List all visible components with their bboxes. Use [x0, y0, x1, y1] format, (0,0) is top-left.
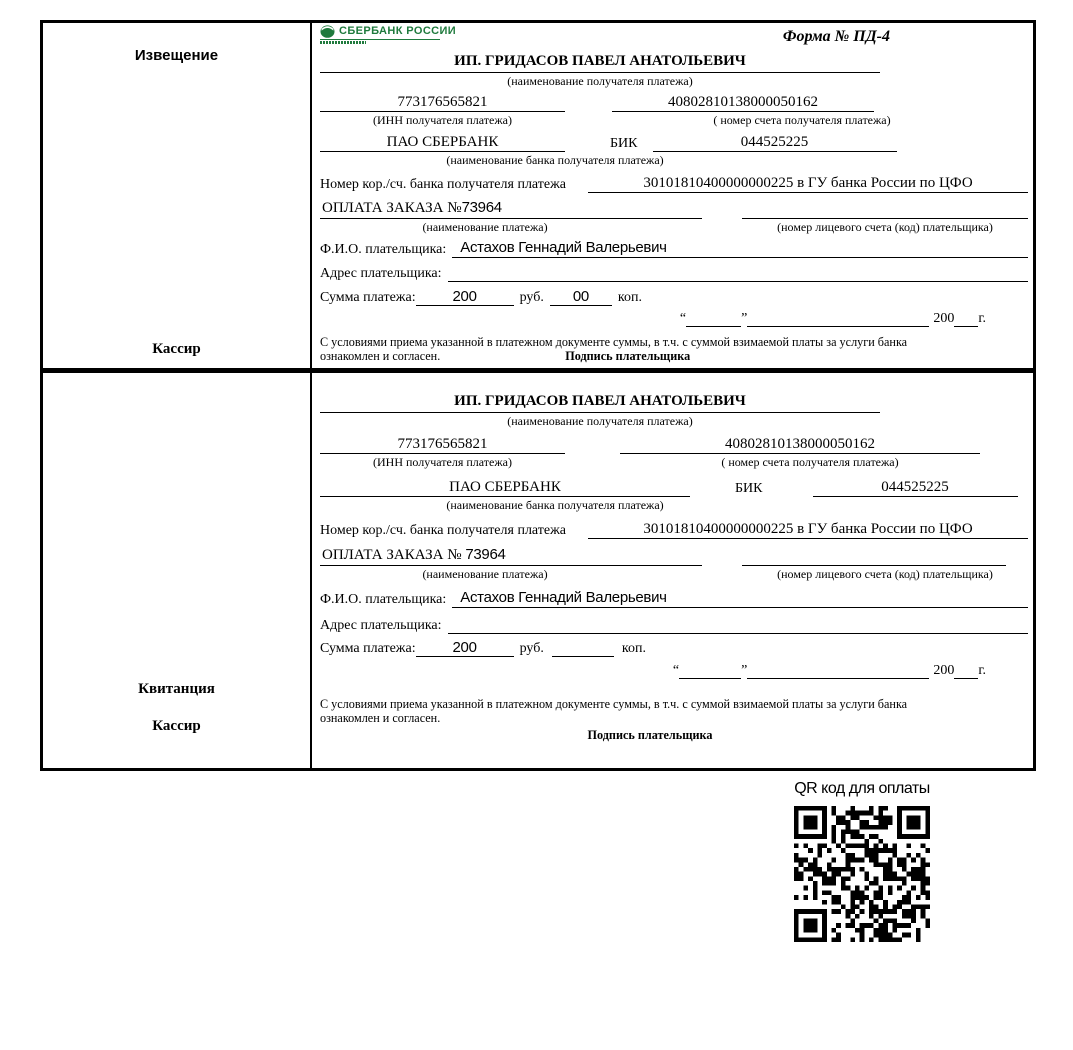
bik-value: 044525225: [653, 134, 897, 152]
payer-address-label: Адрес плательщика:: [320, 265, 442, 281]
bank-bik-row-2: [320, 479, 1028, 497]
date-month-blank: [747, 310, 929, 327]
terms-line1-2: С условиями приема указанной в платежном документе суммы, в т.ч. с суммой взимаемой платы за услуги банка: [320, 696, 908, 711]
recipient-name-underline: [320, 72, 880, 73]
purpose-hint: (наименование платежа): [422, 219, 548, 234]
payer-name-value: Астахов Геннадий Валерьевич: [452, 239, 1028, 257]
bank-bik-row: [320, 134, 1028, 152]
inn-account-row: [320, 94, 1028, 112]
amount-kop-value: 00: [550, 288, 612, 306]
sberbank-logo-text: СБЕРБАНК РОССИИ: [339, 25, 457, 38]
date-g-2: г.: [978, 662, 986, 678]
terms-line2-row: [320, 349, 1028, 363]
date-year-2: 200: [933, 662, 955, 678]
kop-label: коп.: [617, 289, 642, 305]
qr-label: QR код для оплаты: [794, 780, 930, 797]
terms-line2-2: ознакомлен и согласен.: [320, 710, 441, 725]
sberbank-icon: [320, 25, 335, 38]
recipient-name: ИП. ГРИДАСОВ ПАВЕЛ АНАТОЛЬЕВИЧ: [454, 53, 746, 69]
date-g: г.: [978, 310, 986, 326]
payer-signature-label: Подпись плательщика: [565, 348, 691, 363]
amount-rub-value-2: 200: [416, 639, 514, 657]
account-value-2: 40802810138000050162: [620, 436, 980, 454]
payer-address-blank: [448, 265, 1028, 282]
payer-address-label-2: Адрес плательщика:: [320, 617, 442, 633]
payer-address-blank-2: [448, 617, 1028, 634]
payer-code-hint: (номер лицевого счета (код) плательщика): [777, 219, 993, 234]
recipient-name-hint-2: (наименование получателя платежа): [507, 414, 693, 429]
amount-label: Сумма платежа:: [320, 289, 416, 305]
qr-code: [794, 806, 930, 942]
cashier-label-2: Кассир: [152, 718, 201, 734]
account-value: 40802810138000050162: [612, 94, 874, 112]
receipt-main: [312, 373, 1033, 768]
notice-main: [312, 23, 1033, 368]
payer-signature-label-2: Подпись плательщика: [587, 728, 713, 742]
notice-side-column: [43, 23, 312, 368]
purpose-value: [320, 199, 702, 218]
notice-label: Извещение: [134, 47, 219, 64]
sberbank-logo-tagline: [320, 41, 366, 44]
sberbank-logo-line: [320, 25, 456, 38]
payer-name-value-2: Астахов Геннадий Валерьевич: [452, 589, 1028, 607]
recipient-name-hint: (наименование получателя платежа): [507, 74, 693, 89]
bank-name-hint: (наименование банка получателя платежа): [446, 153, 664, 168]
receipt-label: Квитанция: [138, 681, 215, 697]
purpose-value-2: [320, 546, 702, 565]
amount-rub-value: 200: [416, 288, 514, 306]
purpose-prefix: ОПЛАТА ЗАКАЗА №: [322, 200, 462, 217]
notice-section: [43, 23, 1033, 368]
amount-row-2: [320, 639, 1028, 657]
purpose-row: [320, 199, 1028, 218]
purpose-hints-row: [320, 221, 1028, 235]
inn-account-hints-row-2: [320, 456, 1028, 470]
inn-hint-2: (ИНН получателя платежа): [373, 455, 512, 470]
account-hint-2: ( номер счета получателя платежа): [721, 455, 899, 470]
date-quote-close-2: ”: [741, 662, 748, 678]
payer-address-row-2: [320, 617, 1028, 634]
inn-value-2: 773176565821: [320, 436, 565, 454]
corr-account-row: [320, 175, 1028, 193]
date-quote-open-2: “: [672, 662, 680, 678]
bank-name-value: ПАО СБЕРБАНК: [320, 134, 565, 152]
corr-account-value: 30101810400000000225 в ГУ банка России по ЦФО: [588, 175, 1028, 193]
payer-code-blank: [742, 202, 1028, 219]
sberbank-logo: [320, 25, 456, 44]
bik-value-2: 044525225: [813, 479, 1018, 497]
rub-label-2: руб.: [519, 640, 544, 656]
sberbank-logo-rule: [320, 39, 440, 40]
date-year: 200: [933, 310, 955, 326]
purpose-row-2: [320, 546, 1028, 565]
purpose-prefix-2: ОПЛАТА ЗАКАЗА №: [322, 547, 466, 564]
qr-block: [784, 780, 940, 947]
date-quote-open: “: [679, 310, 687, 326]
date-day-blank: [686, 310, 741, 327]
cashier-label: Кассир: [152, 341, 201, 357]
payer-name-label: Ф.И.О. плательщика:: [320, 241, 447, 257]
payer-name-row-2: [320, 589, 1028, 607]
inn-account-hints-row: [320, 114, 1028, 128]
purpose-hint-2: (наименование платежа): [422, 566, 548, 581]
corr-account-label: Номер кор./сч. банка получателя платежа: [320, 177, 566, 193]
notice-header-row: [320, 25, 1028, 51]
payer-address-row: [320, 265, 1028, 282]
payer-name-row: [320, 239, 1028, 257]
bik-label-2: БИК: [735, 481, 763, 497]
inn-account-row-2: [320, 436, 1028, 454]
date-month-blank-2: [747, 662, 929, 679]
date-row-2: [320, 662, 1028, 679]
payer-name-label-2: Ф.И.О. плательщика:: [320, 591, 447, 607]
corr-account-row-2: [320, 521, 1028, 539]
purpose-hints-row-2: [320, 568, 1028, 582]
inn-hint: (ИНН получателя платежа): [373, 113, 512, 128]
date-row: [320, 310, 1028, 327]
order-number-2: 73964: [465, 546, 506, 564]
terms-line2: ознакомлен и согласен.: [320, 348, 441, 363]
date-year-blank: [954, 310, 978, 327]
receipt-section: [43, 368, 1033, 768]
receipt-side-column: [43, 373, 312, 768]
date-quote-close: ”: [741, 310, 748, 326]
amount-row: [320, 288, 1028, 306]
payer-code-blank-2: [742, 549, 1006, 566]
rub-label: руб.: [519, 289, 544, 305]
account-hint: ( номер счета получателя платежа): [713, 113, 891, 128]
recipient-name-underline-2: [320, 412, 880, 413]
order-number: 73964: [461, 199, 502, 217]
kop-label-2: коп.: [621, 640, 646, 656]
terms-line1: С условиями приема указанной в платежном документе суммы, в т.ч. с суммой взимаемой платы за услуги банка: [320, 334, 908, 349]
payment-form: [40, 20, 1036, 771]
corr-account-label-2: Номер кор./сч. банка получателя платежа: [320, 523, 566, 539]
bank-name-hint-2: (наименование банка получателя платежа): [446, 498, 664, 513]
form-number: Форма № ПД-4: [782, 28, 890, 45]
date-year-blank-2: [954, 662, 978, 679]
payer-code-hint-2: (номер лицевого счета (код) плательщика): [777, 566, 993, 581]
amount-label-2: Сумма платежа:: [320, 640, 416, 656]
date-day-blank-2: [679, 662, 741, 679]
corr-account-value-2: 30101810400000000225 в ГУ банка России по ЦФО: [588, 521, 1028, 539]
recipient-name-2: ИП. ГРИДАСОВ ПАВЕЛ АНАТОЛЬЕВИЧ: [454, 393, 746, 409]
inn-value: 773176565821: [320, 94, 565, 112]
bank-name-value-2: ПАО СБЕРБАНК: [320, 479, 690, 497]
amount-kop-value-2: [552, 640, 614, 657]
bik-label: БИК: [610, 136, 638, 152]
